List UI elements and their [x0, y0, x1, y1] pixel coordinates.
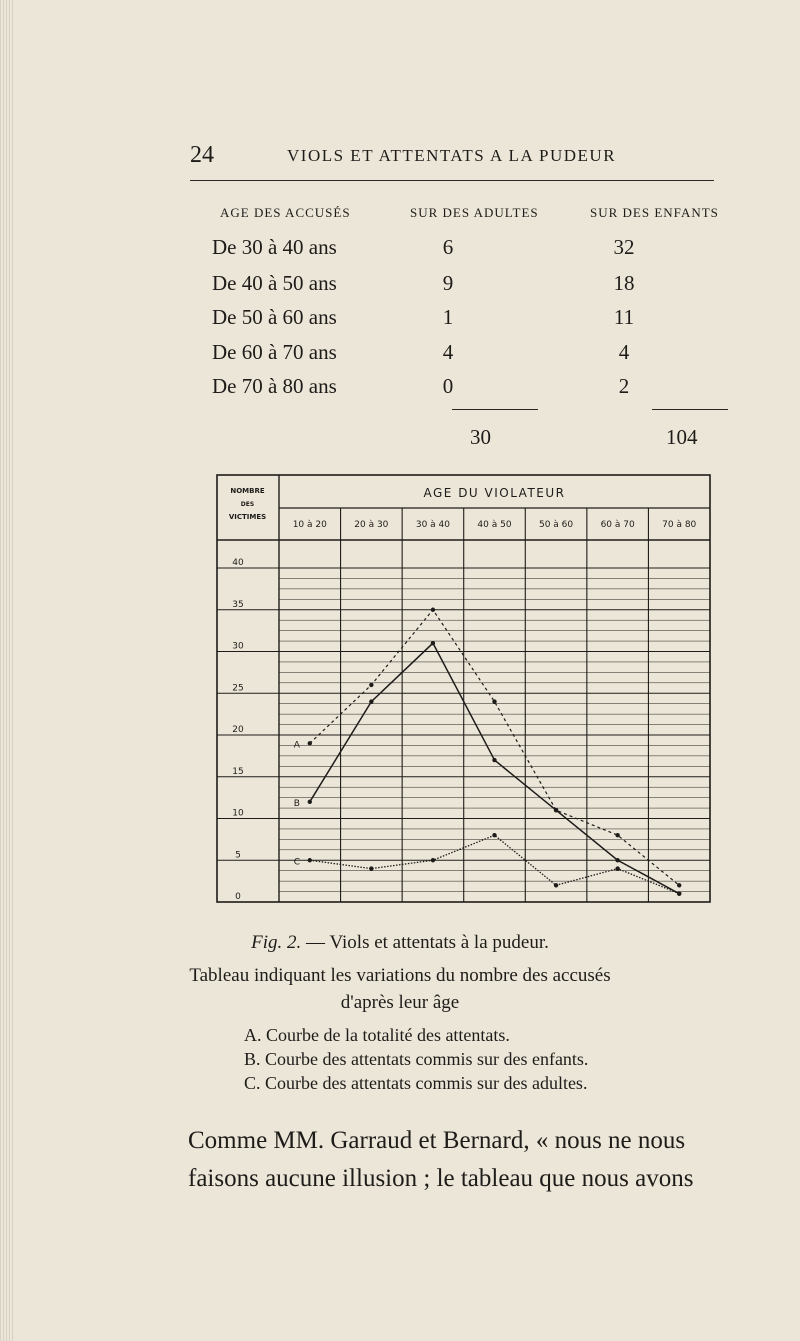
- table-row: [212, 271, 742, 303]
- figure-description: d'après leur âge: [340, 992, 460, 1013]
- table-row: [212, 374, 742, 406]
- sum-rule-adults: [452, 409, 538, 410]
- y-tick-label: 15: [232, 766, 244, 777]
- age-table: [212, 205, 772, 455]
- y-axis-label: VICTIMES: [228, 513, 267, 521]
- data-point-c: [308, 858, 312, 862]
- sum-rule-children: [652, 409, 728, 410]
- data-point-a: [492, 699, 496, 703]
- data-point-c: [677, 891, 681, 895]
- data-point-a: [369, 683, 373, 687]
- x-tick-label: 70 à 80: [662, 520, 697, 530]
- x-tick-label: 30 à 40: [415, 520, 451, 530]
- figure-description: Tableau indiquant les variations du nombre des accusés: [189, 965, 611, 986]
- figure-chart: [216, 474, 712, 904]
- data-point-a: [431, 608, 435, 612]
- children-count: 4: [618, 340, 630, 364]
- data-point-c: [431, 858, 435, 862]
- chart-svg: [216, 474, 712, 904]
- data-point-c: [554, 883, 558, 887]
- legend-item: C. Courbe des attentats commis sur des adultes.: [244, 1073, 588, 1093]
- age-range: De 40 à 50 ans: [212, 271, 337, 295]
- adults-count: 9: [442, 271, 454, 295]
- age-range: De 30 à 40 ans: [212, 235, 337, 259]
- adults-count: 6: [442, 235, 454, 259]
- data-point-a: [308, 741, 312, 745]
- y-axis-label: DES: [240, 501, 255, 508]
- y-tick-label: 35: [232, 599, 244, 610]
- age-range: De 70 à 80 ans: [212, 374, 337, 398]
- body-text-line: faisons aucune illusion ; le tableau que nous avons: [188, 1165, 694, 1192]
- legend-item: A. Courbe de la totalité des attentats.: [244, 1025, 510, 1045]
- series-line-b: [310, 643, 679, 894]
- header-rule: [190, 180, 714, 181]
- y-axis-label: NOMBRE: [230, 487, 265, 495]
- y-tick-label: 30: [232, 641, 244, 652]
- x-tick-label: 40 à 50: [477, 520, 512, 530]
- data-point-b: [308, 800, 312, 804]
- running-head: [190, 142, 710, 172]
- data-point-b: [431, 641, 435, 645]
- children-count: 32: [613, 235, 635, 259]
- adults-count: 1: [442, 305, 454, 329]
- total-children: 104: [666, 425, 698, 449]
- table-row: [212, 235, 742, 267]
- page-number: 24: [190, 142, 214, 168]
- data-point-b: [554, 808, 558, 812]
- data-point-b: [615, 858, 619, 862]
- series-label-c: C: [293, 857, 301, 868]
- header-age: AGE DES ACCUSÉS: [220, 205, 351, 220]
- children-count: 11: [613, 305, 635, 329]
- series-label-b: B: [293, 798, 300, 809]
- figure-label: Fig. 2.: [251, 932, 302, 953]
- y-tick-label: 40: [232, 558, 244, 568]
- figure-caption: [0, 932, 800, 954]
- y-tick-label: 5: [235, 850, 241, 861]
- y-tick-label: 10: [232, 808, 244, 819]
- y-tick-label: 25: [232, 683, 244, 694]
- x-tick-label: 50 à 60: [538, 520, 574, 530]
- y-tick-label: 0: [235, 892, 241, 902]
- table-row: [212, 340, 742, 372]
- data-point-b: [492, 758, 496, 762]
- chart-title: AGE DU VIOLATEUR: [423, 486, 566, 500]
- running-title: VIOLS ET ATTENTATS A LA PUDEUR: [287, 146, 617, 165]
- page-edge: [0, 0, 14, 1341]
- x-tick-label: 20 à 30: [354, 520, 389, 530]
- legend-item: B. Courbe des attentats commis sur des enfants.: [244, 1049, 589, 1069]
- data-point-c: [369, 866, 373, 870]
- age-range: De 60 à 70 ans: [212, 340, 337, 364]
- adults-count: 0: [442, 374, 454, 398]
- data-point-a: [615, 833, 619, 837]
- data-point-c: [492, 833, 496, 837]
- body-text-line: Comme MM. Garraud et Bernard, « nous ne nous: [188, 1127, 686, 1154]
- children-count: 18: [613, 271, 635, 295]
- x-tick-label: 10 à 20: [292, 520, 327, 530]
- y-tick-label: 20: [232, 725, 244, 735]
- children-count: 2: [618, 374, 630, 398]
- header-children: SUR DES ENFANTS: [590, 205, 719, 220]
- age-range: De 50 à 60 ans: [212, 305, 337, 329]
- x-tick-label: 60 à 70: [600, 520, 635, 530]
- data-point-a: [677, 883, 681, 887]
- data-point-b: [369, 699, 373, 703]
- figure-title: — Viols et attentats à la pudeur.: [301, 932, 549, 953]
- header-adults: SUR DES ADULTES: [410, 205, 539, 220]
- total-adults: 30: [470, 425, 491, 449]
- data-point-c: [615, 866, 619, 870]
- series-label-a: A: [293, 740, 300, 751]
- adults-count: 4: [442, 340, 454, 364]
- table-row: [212, 305, 742, 337]
